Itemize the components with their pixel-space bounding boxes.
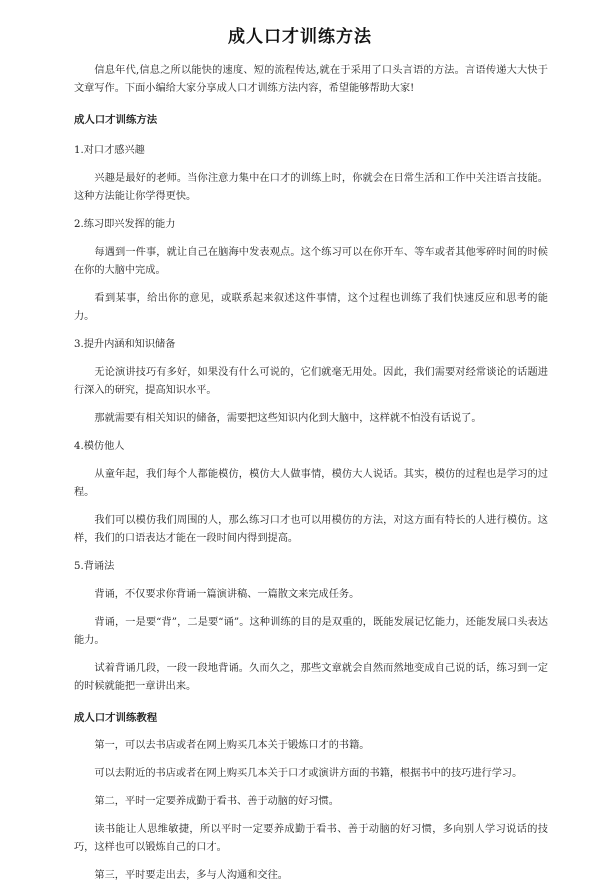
item-5-paragraph-1: 背诵，不仅要求你背诵一篇演讲稿、一篇散文来完成任务。 <box>94 589 360 600</box>
tutorial-paragraph-2: 可以去附近的书店或者在网上购买几本关于口才或演讲方面的书籍，根据书中的技巧进行学习。 <box>94 768 523 779</box>
section-heading-methods: 成人口才训练方法 <box>74 114 158 126</box>
item-5-paragraph-3: 试着背诵几段，一段一段地背诵。久而久之，那些文章就会自然而然地变成自己说的话，练习到一定的时候就能把一章讲出来。 <box>74 663 548 692</box>
item-5-paragraph-2: 背诵，一是要“背”，二是要“诵”。这种训练的目的是双重的，既能发展记忆能力，还能发展口头表达能力。 <box>74 617 548 646</box>
document-body <box>74 62 548 885</box>
item-4-paragraph-1: 从童年起，我们每个人都能模仿，模仿大人做事情，模仿大人说话。其实，模仿的过程也是学习的过程。 <box>74 469 548 498</box>
tutorial-paragraph-5: 第三，平时要走出去，多与人沟通和交往。 <box>94 870 288 881</box>
section-heading-tutorial: 成人口才训练教程 <box>74 712 158 724</box>
tutorial-paragraph-4: 读书能让人思维敏捷，所以平时一定要养成勤于看书、善于动脑的好习惯，多向别人学习说话的技巧，这样也可以锻炼自己的口才。 <box>74 824 548 853</box>
item-1-title: 1.对口才感兴趣 <box>74 145 145 156</box>
item-3-paragraph-1: 无论演讲技巧有多好，如果没有什么可说的，它们就毫无用处。因此，我们需要对经常谈论的话题进行深入的研究，提高知识水平。 <box>74 367 548 396</box>
item-3-paragraph-2: 那就需要有相关知识的储备，需要把这些知识内化到大脑中，这样就不怕没有话说了。 <box>94 413 482 424</box>
item-5-title: 5.背诵法 <box>74 561 115 572</box>
item-4-title: 4.模仿他人 <box>74 441 125 452</box>
item-1-paragraph: 兴趣是最好的老师。当你注意力集中在口才的训练上时，你就会在日常生活和工作中关注语言技能。这种方法能让你学得更快。 <box>74 173 548 202</box>
item-2-title: 2.练习即兴发挥的能力 <box>74 219 176 230</box>
item-2-paragraph-1: 每遇到一件事，就让自己在脑海中发表观点。这个练习可以在你开车、等车或者其他零碎时间的时候在你的大脑中完成。 <box>74 247 548 276</box>
page-title: 成人口才训练方法 <box>228 27 372 47</box>
intro-paragraph: 信息年代,信息之所以能快的速度、短的流程传达,就在于采用了口头言语的方法。言语传递大大快于文章写作。下面小编给大家分享成人口才训练方法内容，希望能够帮助大家! <box>74 65 548 94</box>
tutorial-paragraph-3: 第二，平时一定要养成勤于看书、善于动脑的好习惯。 <box>94 796 339 807</box>
tutorial-paragraph-1: 第一，可以去书店或者在网上购买几本关于锻炼口才的书籍。 <box>94 740 370 751</box>
item-3-title: 3.提升内涵和知识储备 <box>74 339 176 350</box>
item-2-paragraph-2: 看到某事，给出你的意见，或联系起来叙述这件事情，这个过程也训练了我们快速反应和思考的能力。 <box>74 293 548 322</box>
item-4-paragraph-2: 我们可以模仿我们周围的人，那么练习口才也可以用模仿的方法，对这方面有特长的人进行模仿。这样，我们的口语表达才能在一段时间内得到提高。 <box>74 515 548 544</box>
